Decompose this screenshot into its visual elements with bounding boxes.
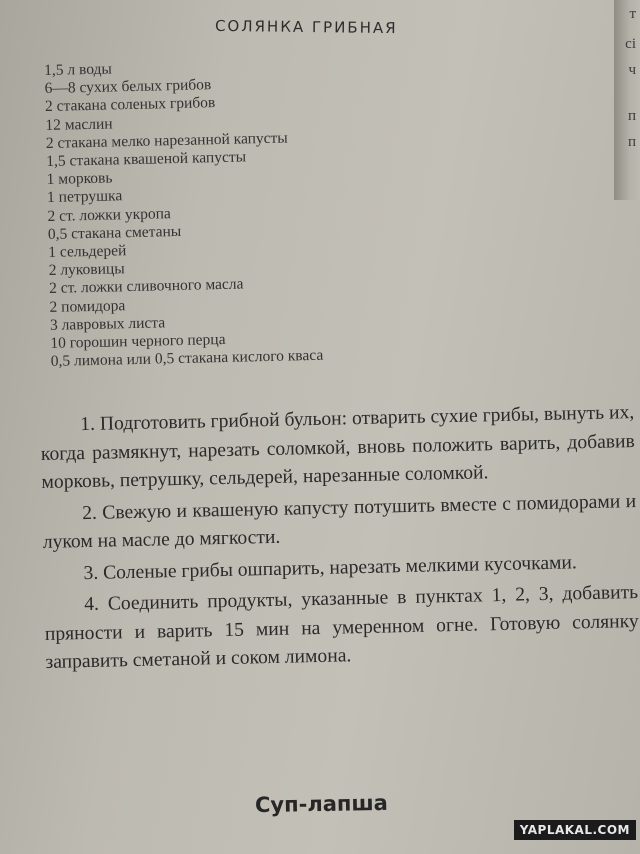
ingredient-item: 2 стакана мелко нарезанной капусты [45, 129, 288, 152]
ingredient-item: 0,5 стакана сметаны [47, 222, 182, 243]
adjacent-page-glyph: ч [628, 62, 636, 78]
ingredient-item: 2 стакана соленых грибов [44, 94, 216, 116]
ingredient-item: 12 маслин [45, 115, 113, 134]
ingredient-item: 0,5 лимона или 0,5 стакана кислого кваса [50, 346, 324, 371]
ingredient-item: 2 помидора [49, 296, 126, 316]
ingredient-item: 2 луковицы [48, 260, 125, 280]
adjacent-page-glyph: т [629, 6, 636, 22]
ingredient-item: 3 лавровых листа [49, 314, 166, 334]
adjacent-page-edge [614, 0, 640, 200]
ingredient-item: 10 горошин черного перца [50, 331, 226, 352]
adjacent-page-glyph: сі [625, 36, 636, 52]
ingredient-item: 1 петрушка [46, 187, 123, 207]
ingredient-list [44, 52, 481, 371]
ingredient-item: 1,5 л воды [44, 60, 113, 79]
ingredient-item: 1 сельдерей [48, 242, 127, 261]
next-recipe-title: Суп-лапша [254, 790, 389, 818]
ingredient-item: 1 морковь [46, 169, 113, 189]
ingredient-item: 1,5 стакана квашеной капусты [46, 148, 247, 170]
adjacent-page-glyph: п [627, 134, 636, 150]
recipe-step: 2. Свежую и квашеную капусту потушить вместе с помидорами и луком на масле до мягкости. [42, 490, 637, 553]
ingredient-item: 6—8 сухих белых грибов [44, 76, 212, 98]
recipe-steps [40, 399, 640, 680]
recipe-step: 3. Соленые грибы ошпарить, нарезать мелкими кусочками. [83, 551, 578, 584]
recipe-step: 4. Соединить продукты, указанные в пунктах 1, 2, 3, добавить пряности и варить 15 мин на умеренном огне. Готовую солянку заправить сметаной и соком лимона. [44, 581, 639, 673]
ingredient-item: 2 ст. ложки сливочного масла [48, 275, 244, 298]
recipe-title: СОЛЯНКА ГРИБНАЯ [214, 16, 398, 38]
watermark: YAPLAKAL.COM [514, 820, 636, 840]
adjacent-page-glyph: п [627, 108, 636, 124]
ingredient-item: 2 ст. ложки укропа [47, 204, 171, 225]
recipe-step: 1. Подготовить грибной бульон: отварить сухие грибы, вынуть их, когда размякнут, нарезать соломкой, вновь положить варить, добавив морковь, петрушку, сельдерей, нарезанные соломкой. [40, 402, 636, 493]
